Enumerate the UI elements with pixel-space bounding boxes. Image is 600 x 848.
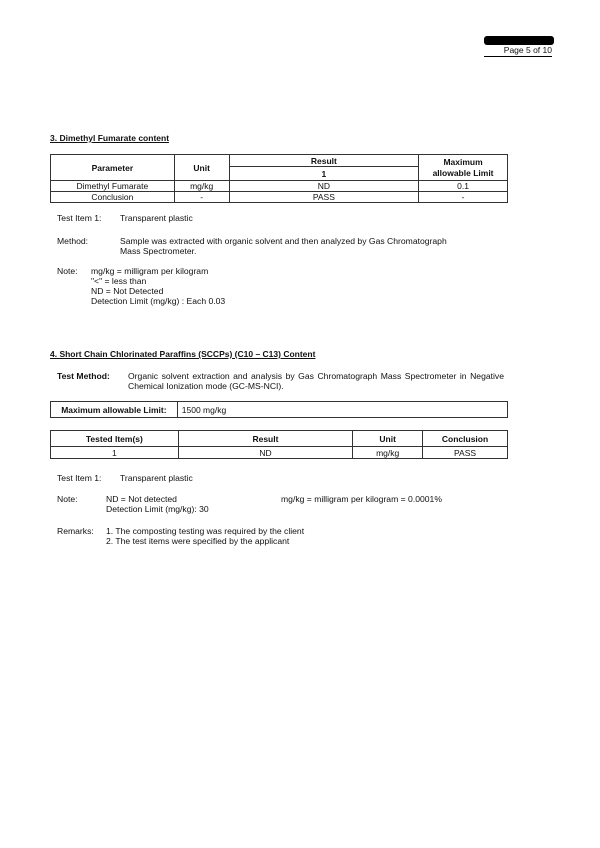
remark-item: 2. The test items were specified by the applicant: [106, 536, 290, 546]
redacted-box: [484, 36, 554, 45]
test-item-label: Test Item 1:: [57, 473, 102, 483]
cell-item: 1: [51, 447, 179, 459]
limit-value: 1500 mg/kg: [177, 402, 507, 418]
remarks-label: Remarks:: [57, 526, 94, 536]
col-conclusion: Conclusion: [423, 431, 508, 447]
note-label: Note:: [57, 266, 78, 276]
table-row: [51, 192, 508, 203]
cell-parameter: Conclusion: [51, 192, 175, 203]
cell-parameter: Dimethyl Fumarate: [51, 181, 175, 192]
col-result: Result: [229, 155, 418, 167]
note-line: ND = Not detected: [106, 494, 177, 504]
method-text-line2: Mass Spectrometer.: [120, 246, 197, 256]
note-label: Note:: [57, 494, 78, 504]
cell-conclusion: PASS: [423, 447, 508, 459]
cell-result: ND: [229, 181, 418, 192]
test-item-value: Transparent plastic: [120, 473, 193, 483]
test-method-label: Test Method:: [57, 371, 110, 381]
table-row: [51, 181, 508, 192]
note-line: "<" = less than: [91, 276, 147, 286]
col-limit: [419, 155, 508, 181]
col-tested-items: Tested Item(s): [51, 431, 179, 447]
method-label: Method:: [57, 236, 89, 246]
cell-limit: -: [419, 192, 508, 203]
col-limit-line2: allowable Limit: [432, 167, 494, 178]
page-number: Page 5 of 10: [484, 45, 552, 57]
section-4-title: 4. Short Chain Chlorinated Paraffins (SCCPs) (C10 – C13) Content: [50, 349, 316, 359]
note-line: ND = Not Detected: [91, 286, 164, 296]
col-unit: Unit: [174, 155, 229, 181]
note-unit-conversion: mg/kg = milligram per kilogram = 0.0001%: [281, 494, 442, 504]
section-3-title: 3. Dimethyl Fumarate content: [50, 133, 170, 143]
note-line: Detection Limit (mg/kg) : Each 0.03: [91, 296, 226, 306]
method-text-line1: Sample was extracted with organic solvent and then analyzed by Gas Chromatograph: [120, 236, 447, 246]
sccp-table: [50, 430, 508, 459]
note-line: mg/kg = milligram per kilogram: [91, 266, 209, 276]
col-result: Result: [178, 431, 353, 447]
cell-result: PASS: [229, 192, 418, 203]
col-limit-line1: Maximum: [443, 156, 483, 167]
cell-unit: mg/kg: [353, 447, 423, 459]
dmf-table: [50, 154, 508, 203]
limit-table: [50, 401, 508, 418]
test-item-label: Test Item 1:: [57, 213, 102, 223]
cell-unit: -: [174, 192, 229, 203]
cell-limit: 0.1: [419, 181, 508, 192]
cell-result: ND: [178, 447, 353, 459]
test-item-value: Transparent plastic: [120, 213, 193, 223]
cell-unit: mg/kg: [174, 181, 229, 192]
test-method-line1: Organic solvent extraction and analysis by Gas Chromatograph Mass Spectrometer in Negative: [128, 371, 504, 381]
table-row: [51, 447, 508, 459]
col-parameter: Parameter: [51, 155, 175, 181]
col-unit: Unit: [353, 431, 423, 447]
col-result-sub: 1: [229, 167, 418, 181]
limit-label: Maximum allowable Limit:: [51, 402, 178, 418]
remark-item: 1. The composting testing was required by the client: [106, 526, 305, 536]
test-method-line2: Chemical Ionization mode (GC-MS-NCI).: [128, 381, 284, 391]
note-line: Detection Limit (mg/kg): 30: [106, 504, 209, 514]
